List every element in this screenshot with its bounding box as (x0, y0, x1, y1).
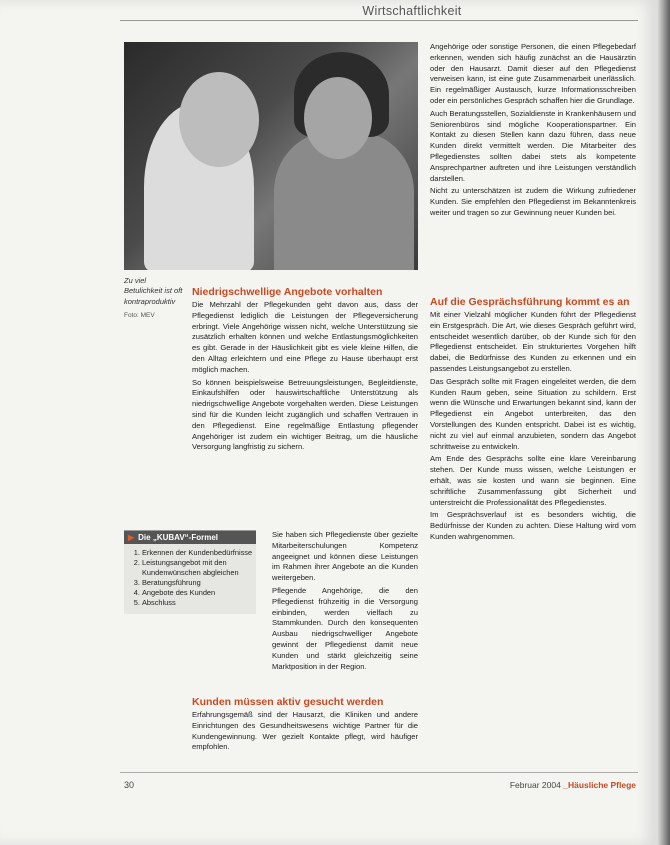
section-label: Wirtschaftlichkeit (362, 4, 462, 18)
paragraph: Sie haben sich Pflegedienste über gezielte Mitarbeiterschulungen Kompetenz angeeignet und können diese Leistungen im Rahmen ihrer Angebote an die Kunden weitergeben. (272, 530, 418, 583)
photo-head-young (304, 77, 372, 159)
list-item: 4. Angebote des Kunden (142, 588, 256, 598)
paragraph: Angehörige oder sonstige Personen, die einen Pflegebedarf erkennen, wenden sich häufig zunächst an die Hausärztin oder den Hausarzt. Damit dieser auf den Pflegedienst verweisen kann, ist eine gute Zusammenarbeit unerlässlich. Ein regelmäßiger Austausch, kurze Informationsschreiben oder ein persönliches Gespräch schaffen hier die Grundlage. (430, 42, 636, 105)
paragraph: So können beispielsweise Betreuungsleistungen, Begleitdienste, Einkaufshilfen oder hauswirtschaftliche Unterstützung als niedrigschwellige Angebote vorgehalten werden. Diese Leistungen sind für die Kunden leicht zugänglich und schaffen Vertrauen in den Pflegedienst. Eine regelmäßige Entlastung pflegender Angehöriger ist zudem ein wichtiger Beitrag, um die häusliche Versorgung langfristig zu sichern. (192, 377, 418, 452)
right-column-body (430, 42, 636, 221)
left-column-body-2 (192, 710, 418, 755)
list-item: 3. Beratungsführung (142, 578, 256, 588)
issue-date: Februar 2004 (509, 780, 561, 790)
footer-issue (510, 780, 636, 790)
section-heading-2: Kunden müssen aktiv gesucht werden (192, 696, 384, 708)
photo-head-elderly (179, 72, 259, 167)
middle-column-body (272, 530, 418, 674)
magazine-brand: _Häusliche Pflege (563, 780, 636, 790)
paragraph: Das Gespräch sollte mit Fragen eingeleitet werden, die dem Kunden Raum geben, seine Situation zu schildern. Erst wenn die Wünsche und Erwartungen bekannt sind, kann der Pflegedienst ein Angebot unterbreiten, das den Vorstellungen des Kunden entspricht. Dabei ist es wichtig, nicht zu viel auf einmal anzubieten, sondern das Angebot schrittweise zu entwickeln. (430, 376, 636, 451)
paragraph: Pflegende Angehörige, die den Pflegedienst frühzeitig in die Versorgung einbinden, werden vielfach zu Stammkunden. Durch den konsequenten Ausbau niedrigschwelliger Angebote gewinnt der Pflegedienst damit neue Kunden und stärkt gleichzeitig seine Marktposition in der Region. (272, 585, 418, 671)
paragraph: Im Gesprächsverlauf ist es besonders wichtig, die Bedürfnisse der Kunden zu achten. Diese Haltung wird vom Kunden wahrgenommen. (430, 510, 636, 541)
paragraph: Am Ende des Gesprächs sollte eine klare Vereinbarung stehen. Der Kunde muss wissen, welche Leistungen er erhält, was sie kosten und wann sie beginnen. Eine schriftliche Zusammenfassung gibt Sicherheit und unterstreicht die Professionalität des Pflegedienstes. (430, 454, 636, 507)
photo-caption (124, 276, 184, 321)
list-item: 5. Abschluss (142, 598, 256, 608)
formula-box-header (124, 531, 256, 544)
paragraph: Die Mehrzahl der Pflegekunden geht davon aus, dass der Pflegedienst lediglich die Leistungen der Pflegeversicherung erbringt. Viele Angehörige wissen nicht, welche Unterstützung sie zusätzlich erhalten können und welche Entlastungsmöglichkeiten es gibt. Gerade in der Häuslichkeit gibt es viele kleine Hilfen, die den Alltag erleichtern und eine Pflege zu Hause überhaupt erst möglich machen. (192, 300, 418, 374)
list-item: 2. Leistungsangebot mit den Kundenwünschen abgleichen (142, 558, 256, 578)
paragraph: Auch Beratungsstellen, Sozialdienste in Krankenhäusern und Seniorenbüros sind mögliche Kooperationspartner. Ein Kontakt zu diesen Stellen kann dazu führen, dass neue Kunden direkt vermittelt werden. Die Mitarbeiter des Pflegedienstes sollten dabei stets als kompetente Ansprechpartner auftreten und ihre Leistungen verständlich darstellen. (430, 108, 637, 183)
caption-credit: Foto: MEV (124, 311, 155, 319)
footer-divider (120, 772, 638, 773)
formula-box-title: Die „KUBAV“-Formel (138, 533, 219, 542)
section-heading-3: Auf die Gesprächsführung kommt es an (430, 296, 630, 308)
page-number: 30 (124, 780, 135, 790)
paragraph: Nicht zu unterschätzen ist zudem die Wirkung zufriedener Kunden. Sie empfehlen den Pflegedienst im Bekanntenkreis weiter und tragen so zur Gewinnung neuer Kunden bei. (430, 186, 636, 217)
section-heading-1: Niedrigschwellige Angebote vorhalten (192, 286, 383, 298)
right-column-body-2 (430, 310, 636, 545)
article-photo (124, 42, 418, 270)
page-spine (658, 0, 670, 845)
formula-box (124, 530, 256, 614)
caption-text: Zu viel Betulichkeit ist oft kontraproduktiv (124, 276, 183, 306)
paragraph: Erfahrungsgemäß sind der Hausarzt, die Kliniken und andere Einrichtungen des Gesundheitswesens wichtige Partner für die Kundengewinnung. Wer gezielt Kontakte pflegt, wird häufiger empfohlen. (192, 710, 418, 752)
left-column-body (192, 300, 418, 455)
list-item: 1. Erkennen der Kundenbedürfnisse (142, 548, 256, 558)
formula-list (124, 548, 256, 608)
header-divider (120, 20, 638, 21)
arrow-icon: ▶ (128, 533, 135, 542)
paragraph: Mit einer Vielzahl möglicher Kunden führt der Pflegedienst ein Erstgespräch. Die Art, wie dieses Gespräch geführt wird, entscheidet wesentlich darüber, ob der Kunde sich für den Pflegedienst entscheidet. Ein strukturiertes Vorgehen hilft dabei, die Bedürfnisse des Kunden zu erkennen und ein passendes Leistungsangebot zu erstellen. (430, 310, 636, 373)
